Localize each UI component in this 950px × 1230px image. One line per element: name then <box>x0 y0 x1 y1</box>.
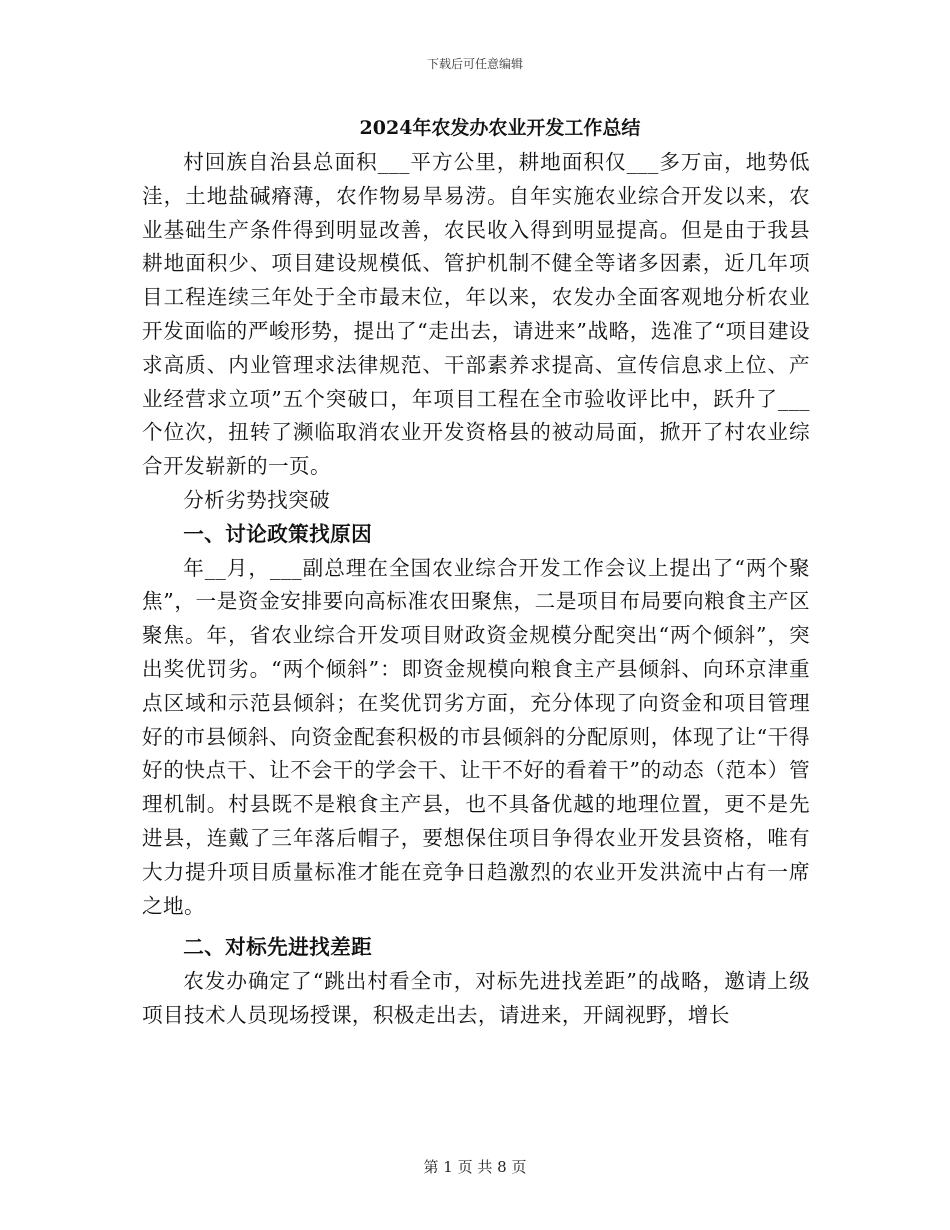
page-indicator: 第 1 页 共 8 页 <box>423 1158 527 1176</box>
document-body <box>142 146 810 1033</box>
section-heading-2: 二、对标先进找差距 <box>183 935 373 960</box>
section-heading-1: 一、讨论政策找原因 <box>183 521 373 546</box>
header-note: 下载后可任意编辑 <box>426 57 523 71</box>
document-title: 2024年农发办农业开发工作总结 <box>359 117 641 139</box>
intro-paragraph: 村回族自治县总面积___平方公里，耕地面积仅___多万亩，地势低洼，土地盐碱瘠薄，农作物易旱易涝。自年实施农业综合开发以来，农业基础生产条件得到明显改善，农民收入得到明显提高。但是由于我县耕地面积少、项目建设规模低、管护机制不健全等诸多因素，近几年项目工程连续三年处于全市最末位，年以来，农发办全面客观地分析农业开发面临的严峻形势，提出了“走出去，请进来”战略，选准了“项目建设求高质、内业管理求法律规范、干部素养求提高、宣传信息求上位、产业经营求立项”五个突破口，年项目工程在全市验收评比中，跃升了___个位次，扭转了濒临取消农业开发资格县的被动局面，掀开了村农业综合开发崭新的一页。 <box>142 150 810 479</box>
section-paragraph-2: 农发办确定了“跳出村看全市，对标先进找差距”的战略，邀请上级项目技术人员现场授课，积极走出去，请进来，开阔视野，增长 <box>142 969 810 1027</box>
section-paragraph-1: 年__月，___副总理在全国农业综合开发工作会议上提出了“两个聚焦”，一是资金安排要向高标准农田聚焦，二是项目布局要向粮食主产区聚焦。年，省农业综合开发项目财政资金规模分配突出“两个倾斜”，突出奖优罚劣。“两个倾斜”：即资金规模向粮食主产县倾斜、向环京津重点区域和示范县倾斜；在奖优罚劣方面，充分体现了向资金和项目管理好的市县倾斜、向资金配套积极的市县倾斜的分配原则，体现了让“干得好的快点干、让不会干的学会干、让干不好的看着干”的动态（范本）管理机制。村县既不是粮食主产县，也不具备优越的地理位置，更不是先进县，连戴了三年落后帽子，要想保住项目争得农业开发县资格，唯有大力提升项目质量标准才能在竞争日趋激烈的农业开发洪流中占有一席之地。 <box>142 555 810 918</box>
subtitle-paragraph: 分析劣势找突破 <box>183 487 331 512</box>
